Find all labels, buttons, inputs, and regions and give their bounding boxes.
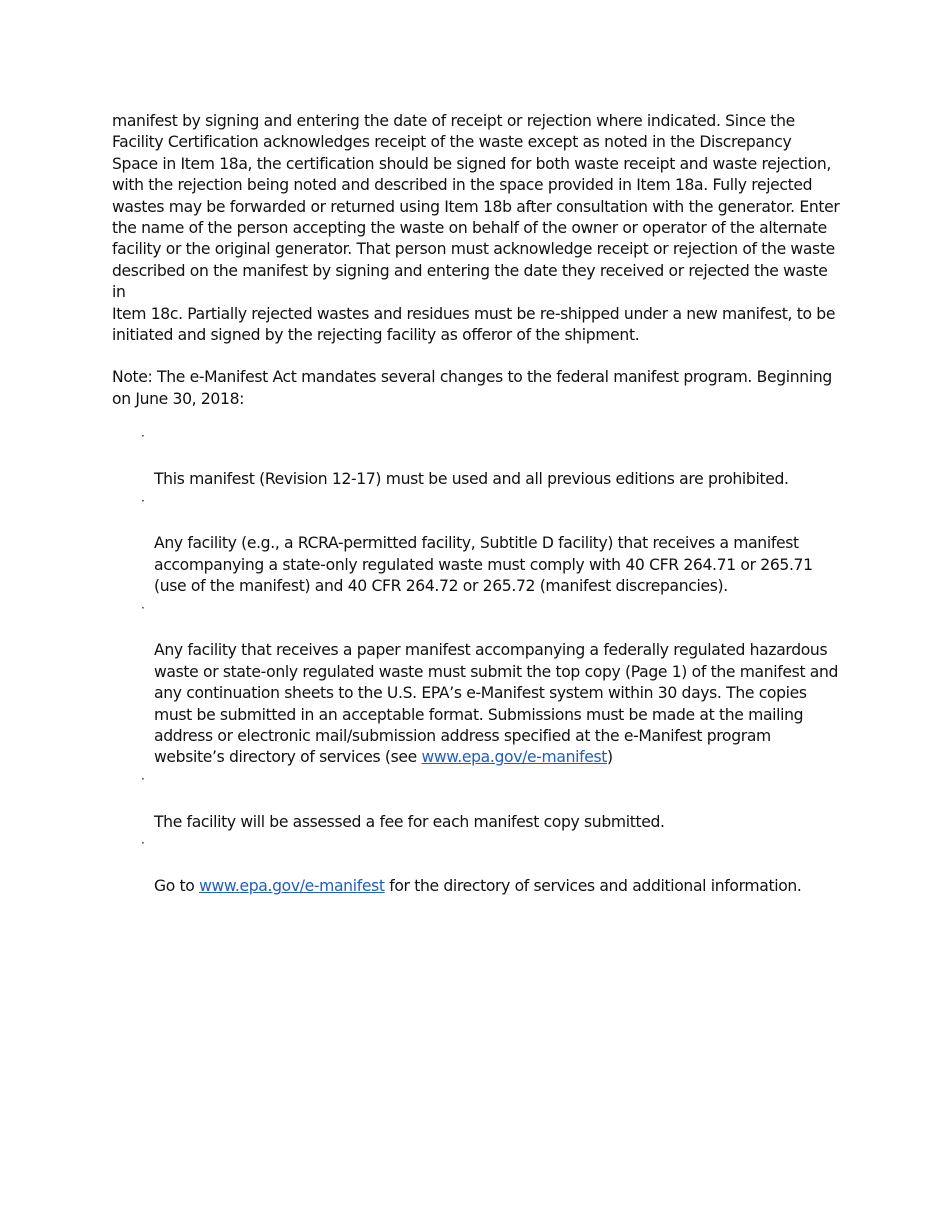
e-manifest-note: Note: The e-Manifest Act mandates several changes to the federal manifest program. Beginning on June 30, 2018: — [112, 368, 832, 408]
bullet-icon: · — [141, 493, 145, 508]
e-manifest-link[interactable]: www.epa.gov/e-manifest — [199, 876, 385, 895]
requirements-list — [112, 426, 842, 897]
bullet-icon: · — [141, 836, 145, 850]
instructions-paragraph: manifest by signing and entering the date of receipt or rejection where indicated. Since the Facility Certification acknowledges receipt of the waste except as noted in the Discrepancy Space in Item 18a, the certification should be signed for both waste receipt and waste rejection, with the rejection being noted and described in the space provided in Item 18a. Fully rejected wastes may be forwarded or returned using Item 18b after consultation with the generator. Enter the name of the person accepting the waste on behalf of the owner or operator of the alternate facility or the original generator. That person must acknowledge receipt or rejection of the waste described on the manifest by signing and entering the date they received or rejected the waste in Item 18c. Partially rejected wastes and residues must be re-shipped under a new manifest, to be initiated and signed by the rejecting facility as offeror of the shipment. — [112, 112, 840, 345]
list-item-text: The facility will be assessed a fee for each manifest copy submitted. — [154, 812, 665, 831]
bullet-icon: · — [141, 429, 145, 444]
document-body — [112, 111, 842, 897]
bullet-icon: · — [141, 600, 145, 615]
list-item — [112, 598, 842, 769]
list-item — [112, 769, 842, 833]
list-item-text: Any facility that receives a paper manifest accompanying a federally regulated hazardous waste or state-only regulated waste must submit the top copy (Page 1) of the manifest and any continuation sheets to the U.S. EPA’s e-Manifest system within 30 days. The copies must be submitted in an acceptable format. Submissions must be made at the mailing address or electronic mail/submission address specified at the e-Manifest program website’s directory of services (see — [154, 641, 839, 767]
list-item — [112, 833, 842, 897]
list-item-text-end: for the directory of services and additional information. — [384, 876, 802, 895]
list-item-text-end: ) — [607, 748, 613, 767]
bullet-icon: · — [141, 771, 145, 786]
list-item-text: This manifest (Revision 12-17) must be used and all previous editions are prohibited. — [154, 470, 789, 489]
e-manifest-link[interactable]: www.epa.gov/e-manifest — [421, 748, 608, 767]
list-item-text: Go to — [154, 876, 200, 895]
list-item-text: Any facility (e.g., a RCRA-permitted facility, Subtitle D facility) that receives a manifest accompanying a state-only regulated waste must comply with 40 CFR 264.71 or 265.71 (use of the manifest) and 40 CFR 264.72 or 265.72 (manifest discrepancies). — [154, 534, 813, 596]
list-item — [112, 491, 842, 598]
list-item — [112, 426, 842, 490]
